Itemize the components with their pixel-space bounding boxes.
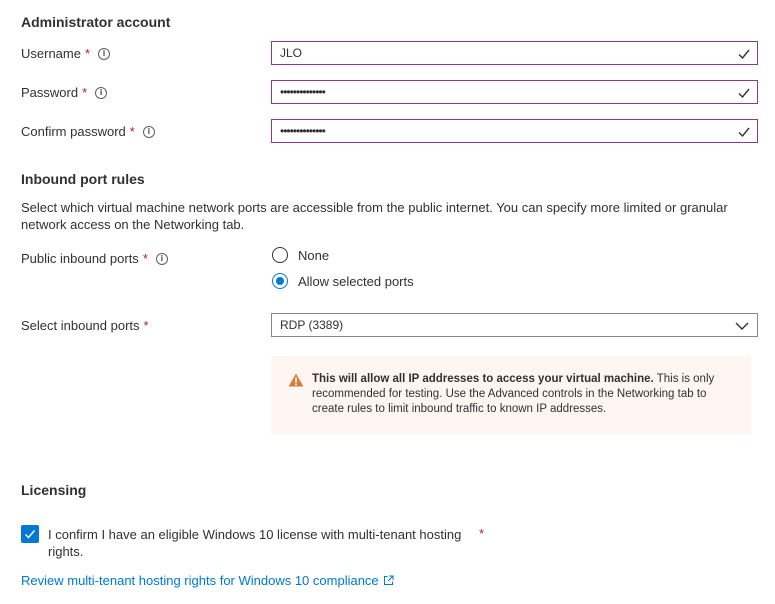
- required-marker: *: [129, 124, 135, 139]
- checkmark-icon: [737, 125, 751, 139]
- checkmark-icon: [24, 528, 36, 540]
- info-icon[interactable]: i: [143, 126, 155, 138]
- warning-message: [312, 372, 733, 417]
- info-icon[interactable]: i: [95, 87, 107, 99]
- radio-allow-selected-label: Allow selected ports: [298, 273, 414, 289]
- password-input[interactable]: [271, 80, 758, 104]
- confirm-password-label: [21, 124, 155, 139]
- public-inbound-label-text: Public inbound ports: [21, 251, 139, 266]
- info-icon[interactable]: i: [156, 253, 168, 265]
- username-label-text: Username: [21, 46, 81, 61]
- review-hosting-rights-text: Review multi-tenant hosting rights for Windows 10 compliance: [21, 573, 379, 588]
- license-confirm-checkbox[interactable]: [21, 525, 39, 543]
- select-inbound-label-text: Select inbound ports: [21, 318, 140, 333]
- radio-option-none[interactable]: [272, 247, 329, 263]
- radio-none[interactable]: [272, 247, 288, 263]
- inbound-ports-dropdown[interactable]: [271, 313, 758, 337]
- select-inbound-label: [21, 318, 149, 333]
- warning-detail-text: This is only recommended for testing. Use the Advanced controls in the Networking tab to create rules to limit inbound traffic to known IP addresses.: [312, 373, 715, 415]
- checkmark-icon: [737, 47, 751, 61]
- required-marker: *: [143, 318, 149, 333]
- inbound-section-title: Inbound port rules: [21, 171, 145, 187]
- required-marker: *: [84, 46, 91, 61]
- confirm-password-input[interactable]: [271, 119, 758, 143]
- chevron-down-icon: [735, 320, 749, 332]
- inbound-ports-value: RDP (3389): [280, 318, 344, 332]
- confirm-password-value: ••••••••••••••: [280, 124, 325, 138]
- review-hosting-rights-link[interactable]: [21, 573, 394, 588]
- password-label: [21, 85, 107, 100]
- license-confirm-text: I confirm I have an eligible Windows 10 license with multi-tenant hosting rights.: [48, 527, 462, 559]
- required-marker: *: [82, 85, 88, 100]
- checkmark-icon: [737, 86, 751, 100]
- admin-section-title: Administrator account: [21, 14, 171, 30]
- licensing-section-title: Licensing: [21, 482, 87, 498]
- username-input[interactable]: [271, 41, 758, 65]
- warning-bold-text: This will allow all IP addresses to access your virtual machine.: [312, 373, 654, 385]
- radio-none-label: None: [298, 247, 330, 263]
- warning-icon: [288, 373, 304, 387]
- password-label-text: Password: [21, 85, 79, 100]
- inbound-description: Select which virtual machine network ports are accessible from the public internet. You can specify more limited or granular network access on the Networking tab.: [21, 200, 728, 232]
- confirm-password-label-text: Confirm password: [21, 124, 126, 139]
- username-label: [21, 46, 110, 61]
- required-marker: *: [142, 251, 148, 266]
- radio-allow-selected[interactable]: [272, 273, 288, 289]
- external-link-icon: [383, 575, 394, 586]
- radio-option-allow-selected[interactable]: [272, 273, 414, 289]
- info-icon[interactable]: i: [98, 48, 110, 60]
- warning-banner: [271, 356, 751, 434]
- required-marker: *: [479, 526, 485, 541]
- password-value: ••••••••••••••: [280, 85, 325, 99]
- username-value: JLO: [280, 46, 303, 60]
- public-inbound-label: [21, 251, 168, 266]
